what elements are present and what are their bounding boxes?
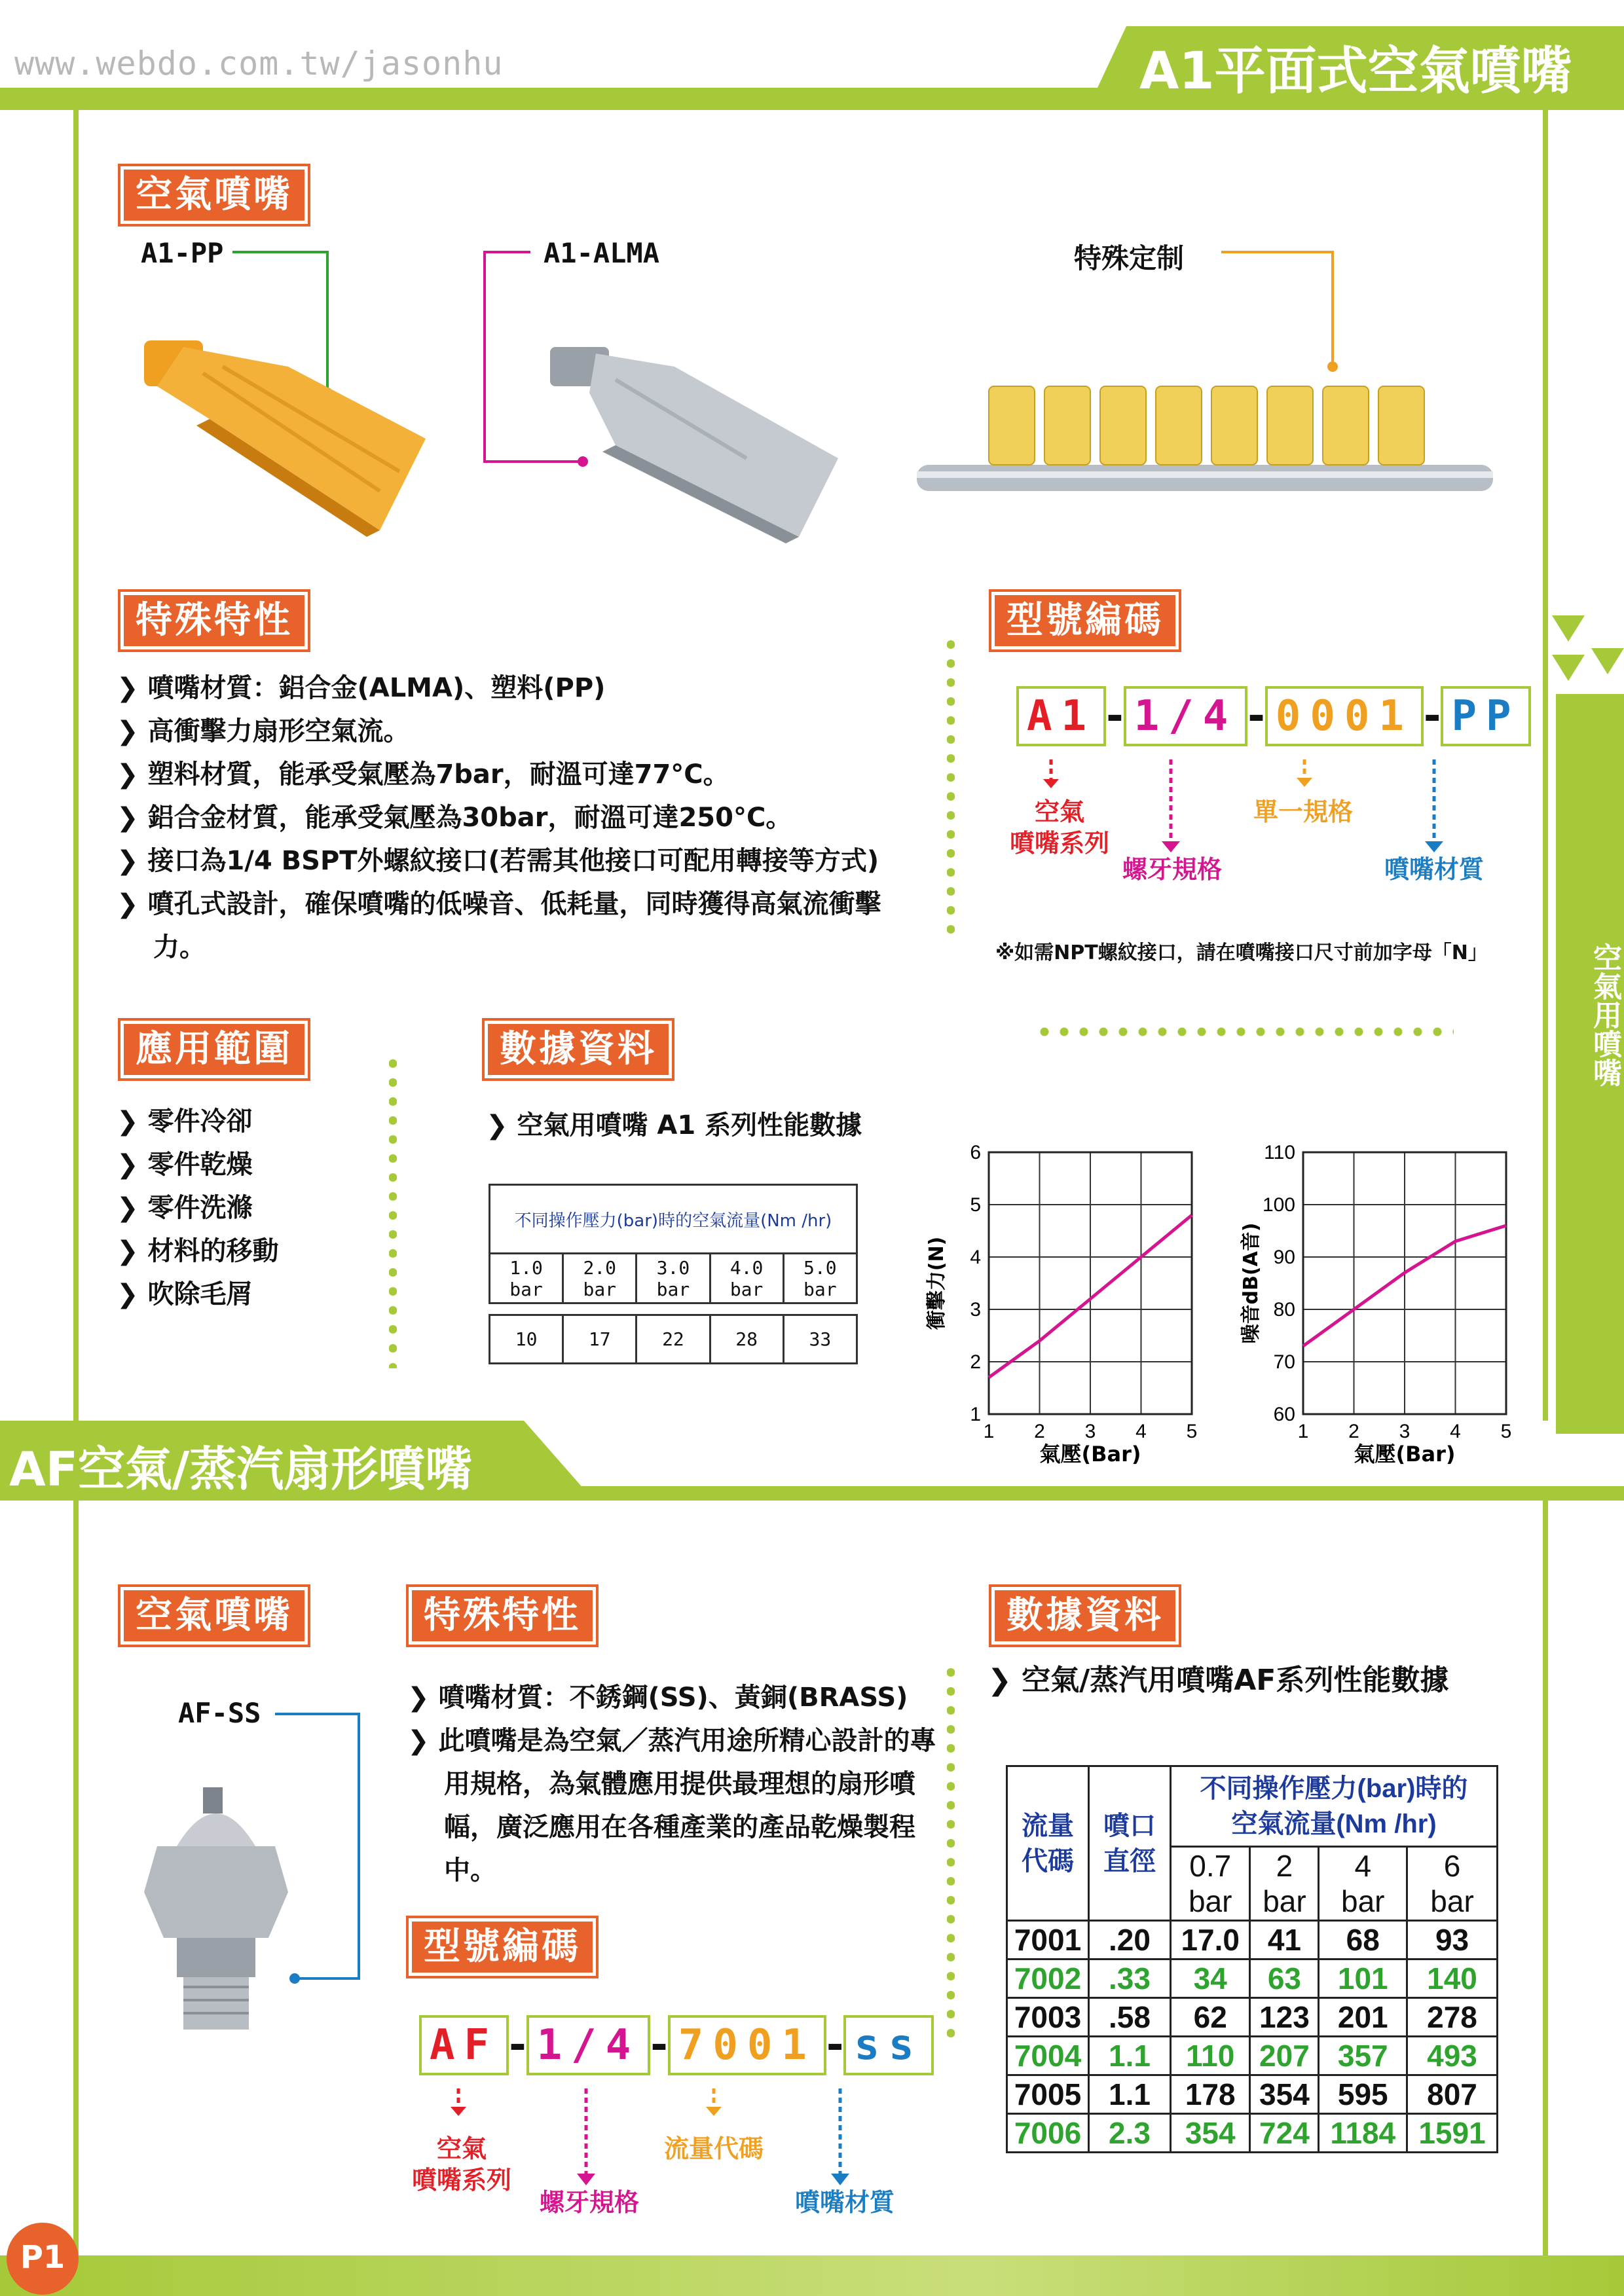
table-header-diameter: 噴口 直徑 — [1089, 1766, 1171, 1921]
x-axis-label: 氣壓(Bar) — [1354, 1442, 1456, 1467]
code-desc-thread: 螺牙規格 — [539, 2188, 639, 2217]
af-flow-table — [1006, 1765, 1498, 2153]
table-cell: 68 — [1319, 1921, 1407, 1959]
a1-model-code — [1016, 686, 1531, 746]
table-cell: 1.1 — [1089, 2037, 1171, 2075]
table-cell: 2.3 — [1089, 2114, 1171, 2153]
code-desc-thread: 螺牙規格 — [1122, 855, 1222, 884]
custom-nozzle-array-image — [910, 367, 1500, 524]
table-cell: 10 — [490, 1315, 563, 1364]
code-dash: - — [1423, 692, 1441, 740]
frame-left-af — [73, 1501, 79, 2260]
code-dash: - — [826, 2021, 844, 2069]
dotted-divider-h — [1035, 1027, 1454, 1037]
feature-item: ❯ 噴嘴材質：鋁合金(ALMA)、塑料(PP) — [117, 666, 915, 710]
y-tick-label: 60 — [1273, 1404, 1295, 1425]
x-tick-label: 5 — [1500, 1421, 1512, 1442]
code-desc-material: 噴嘴材質 — [1384, 855, 1484, 884]
af-section-label-features: 特殊特性 — [406, 1584, 599, 1647]
a1-pp-nozzle-image — [131, 327, 432, 543]
table-cell: 93 — [1407, 1921, 1498, 1959]
af-feature-list — [407, 1676, 936, 1892]
y-tick-label: 100 — [1262, 1194, 1295, 1216]
table-cell: .33 — [1089, 1959, 1171, 1998]
table-cell: 724 — [1250, 2114, 1319, 2153]
product-label-pp: A1-PP — [141, 237, 224, 269]
table-cell: 7004 — [1007, 2037, 1089, 2075]
table-cell: .20 — [1089, 1921, 1171, 1959]
af-section-label-code: 型號編碼 — [406, 1916, 599, 1978]
table-cell: 595 — [1319, 2075, 1407, 2114]
table-cell: 17.0 — [1171, 1921, 1250, 1959]
y-tick-label: 3 — [970, 1299, 981, 1321]
y-tick-label: 80 — [1273, 1299, 1295, 1321]
table-cell: 207 — [1250, 2037, 1319, 2075]
af-section-title: AF空氣/蒸汽扇形噴嘴 — [9, 1442, 473, 1497]
code-spec: 0001 — [1265, 686, 1424, 746]
table-cell: .58 — [1089, 1998, 1171, 2037]
code-dash: - — [650, 2021, 668, 2069]
table-header-caption: 不同操作壓力(bar)時的 空氣流量(Nm /hr) — [1171, 1766, 1498, 1847]
application-item: ❯ 零件冷卻 — [117, 1100, 278, 1143]
website-url[interactable]: www.webdo.com.tw/jasonhu — [14, 45, 504, 82]
table-cell: 7002 — [1007, 1959, 1089, 1998]
application-item: ❯ 零件乾燥 — [117, 1143, 278, 1186]
table-cell: 41 — [1250, 1921, 1319, 1959]
table-cell: 807 — [1407, 2075, 1498, 2114]
code-series: A1 — [1016, 686, 1106, 746]
y-tick-label: 110 — [1264, 1142, 1295, 1163]
table-header-cell: 4 bar — [1319, 1847, 1407, 1921]
table-cell: 1591 — [1407, 2114, 1498, 2153]
feature-item: ❯ 塑料材質，能承受氣壓為7bar，耐溫可達77°C。 — [117, 753, 915, 796]
product-label-custom: 特殊定制 — [1074, 242, 1185, 274]
application-list — [117, 1100, 278, 1316]
table-header-cell: 3.0 bar — [637, 1254, 710, 1303]
code-dash: - — [1106, 692, 1124, 740]
table-cell: 7005 — [1007, 2075, 1089, 2114]
table-cell: 123 — [1250, 1998, 1319, 2037]
table-header-flow-code: 流量 代碼 — [1007, 1766, 1089, 1921]
table-cell: 34 — [1171, 1959, 1250, 1998]
frame-right-af — [1543, 1501, 1548, 2260]
code-desc-material: 噴嘴材質 — [794, 2188, 895, 2217]
af-ss-nozzle-image — [131, 1761, 301, 2036]
table-row — [1007, 2037, 1498, 2075]
impact-force-chart — [917, 1133, 1205, 1473]
application-item: ❯ 吹除毛屑 — [117, 1273, 278, 1316]
feature-item: ❯ 噴孔式設計，確保噴嘴的低噪音、低耗量，同時獲得高氣流衝擊力。 — [117, 889, 881, 962]
code-series: AF — [419, 2015, 509, 2075]
feature-item: ❯ 接口為1/4 BSPT外螺紋接口(若需其他接口可配用轉接等方式) — [117, 839, 915, 883]
table-header-cell: 5.0 bar — [783, 1254, 857, 1303]
a1-alma-nozzle-image — [537, 327, 845, 543]
table-cell: 101 — [1319, 1959, 1407, 1998]
table-cell: 17 — [563, 1315, 637, 1364]
table-row — [1007, 1921, 1498, 1959]
application-item: ❯ 材料的移動 — [117, 1230, 278, 1273]
table-cell: 33 — [783, 1315, 857, 1364]
table-cell: 28 — [710, 1315, 783, 1364]
code-desc-series: 空氣 噴嘴系列 — [1009, 797, 1109, 858]
product-label-alma: A1-ALMA — [544, 237, 660, 269]
code-material: PP — [1441, 686, 1530, 746]
feature-item: ❯ 噴嘴材質：不銹鋼(SS)、黃銅(BRASS) — [407, 1676, 918, 1719]
table-cell: 357 — [1319, 2037, 1407, 2075]
dotted-divider — [947, 1663, 955, 2043]
table-row — [1007, 1959, 1498, 1998]
table-row — [1007, 2114, 1498, 2153]
code-desc-series: 空氣 噴嘴系列 — [411, 2134, 511, 2195]
table-header-cell: 1.0 bar — [490, 1254, 563, 1303]
code-desc-spec: 單一規格 — [1253, 797, 1353, 826]
feature-item: ❯ 此噴嘴是為空氣／蒸汽用途所精心設計的專用規格，為氣體應用提供最理想的扇形噴幅，廣泛應用在各種產業的產品乾燥製程中。 — [407, 1726, 936, 1886]
y-tick-label: 5 — [970, 1194, 981, 1216]
y-tick-label: 1 — [970, 1404, 981, 1425]
code-flow: 7001 — [668, 2015, 826, 2075]
product-label-af-ss: AF-SS — [178, 1697, 261, 1729]
code-thread: 1/4 — [526, 2015, 651, 2075]
table-cell: 354 — [1250, 2075, 1319, 2114]
application-item: ❯ 零件洗滌 — [117, 1186, 278, 1230]
section-label-applications: 應用範圍 — [118, 1018, 310, 1081]
y-tick-label: 4 — [970, 1247, 981, 1268]
x-tick-label: 2 — [1348, 1421, 1359, 1442]
section-label-data: 數據資料 — [482, 1018, 674, 1081]
table-header-cell: 4.0 bar — [710, 1254, 783, 1303]
table-header-cell: 2.0 bar — [563, 1254, 637, 1303]
af-section-label-data: 數據資料 — [989, 1584, 1181, 1647]
table-cell: 7001 — [1007, 1921, 1089, 1959]
x-tick-label: 3 — [1084, 1421, 1096, 1442]
a1-feature-list — [117, 666, 915, 969]
table-row — [1007, 2075, 1498, 2114]
y-axis-label: 衝擊力(N) — [925, 1236, 948, 1330]
a1-flow-table — [489, 1184, 858, 1364]
code-dash: - — [1247, 692, 1265, 740]
af-model-code — [419, 2015, 934, 2075]
table-cell: 354 — [1171, 2114, 1250, 2153]
table-cell: 1184 — [1319, 2114, 1407, 2153]
x-axis-label: 氣壓(Bar) — [1039, 1442, 1141, 1467]
table-header-cell: 0.7 bar — [1171, 1847, 1250, 1921]
table-cell: 62 — [1171, 1998, 1250, 2037]
x-tick-label: 1 — [983, 1421, 995, 1442]
y-tick-label: 90 — [1273, 1247, 1295, 1268]
af-section-label-nozzle: 空氣噴嘴 — [118, 1584, 310, 1647]
y-tick-label: 2 — [970, 1351, 981, 1373]
section-label-nozzle: 空氣噴嘴 — [118, 164, 310, 227]
x-tick-label: 1 — [1297, 1421, 1309, 1442]
page-title: A1平面式空氣噴嘴 — [1139, 42, 1572, 101]
side-tab-label: 空氣用噴嘴 — [1588, 943, 1621, 1087]
table-row — [1007, 1998, 1498, 2037]
table-cell: 110 — [1171, 2037, 1250, 2075]
code-note: ※如需NPT螺紋接口，請在噴嘴接口尺寸前加字母「N」 — [995, 941, 1488, 964]
data-title: ❯ 空氣用噴嘴 A1 系列性能數據 — [486, 1104, 862, 1147]
x-tick-label: 3 — [1399, 1421, 1411, 1442]
table-cell: 493 — [1407, 2037, 1498, 2075]
table-cell: 22 — [637, 1315, 710, 1364]
feature-item: ❯ 鋁合金材質，能承受氣壓為30bar，耐溫可達250°C。 — [117, 796, 915, 839]
x-tick-label: 2 — [1034, 1421, 1045, 1442]
y-axis-label: 噪音dB(A音) — [1240, 1222, 1263, 1344]
table-header-cell: 2 bar — [1250, 1847, 1319, 1921]
table-cell: 140 — [1407, 1959, 1498, 1998]
table-cell: 63 — [1250, 1959, 1319, 1998]
table-cell: 178 — [1171, 2075, 1250, 2114]
table-cell: 201 — [1319, 1998, 1407, 2037]
af-data-title: ❯ 空氣/蒸汽用噴嘴AF系列性能數據 — [987, 1659, 1449, 1702]
feature-item: ❯ 高衝擊力扇形空氣流。 — [117, 710, 915, 753]
x-tick-label: 4 — [1135, 1421, 1147, 1442]
dotted-divider — [947, 635, 955, 936]
y-tick-label: 6 — [970, 1142, 981, 1163]
table-caption: 不同操作壓力(bar)時的空氣流量(Nm /hr) — [490, 1185, 857, 1254]
x-tick-label: 4 — [1450, 1421, 1461, 1442]
noise-chart — [1231, 1133, 1519, 1473]
table-cell: 1.1 — [1089, 2075, 1171, 2114]
section-label-features: 特殊特性 — [118, 589, 310, 652]
code-thread: 1/4 — [1124, 686, 1248, 746]
triangle-icon — [1539, 615, 1624, 714]
y-tick-label: 70 — [1273, 1351, 1295, 1373]
page-number: P1 — [20, 2239, 65, 2276]
table-cell: 7003 — [1007, 1998, 1089, 2037]
table-cell: 278 — [1407, 1998, 1498, 2037]
section-label-code: 型號編碼 — [989, 589, 1181, 652]
code-dash: - — [509, 2021, 526, 2069]
code-desc-flow: 流量代碼 — [663, 2134, 764, 2163]
dotted-divider — [389, 1054, 397, 1368]
footer-bar — [0, 2255, 1624, 2296]
table-header-cell: 6 bar — [1407, 1847, 1498, 1921]
code-material: ss — [843, 2015, 933, 2075]
x-tick-label: 5 — [1186, 1421, 1198, 1442]
table-cell: 7006 — [1007, 2114, 1089, 2153]
